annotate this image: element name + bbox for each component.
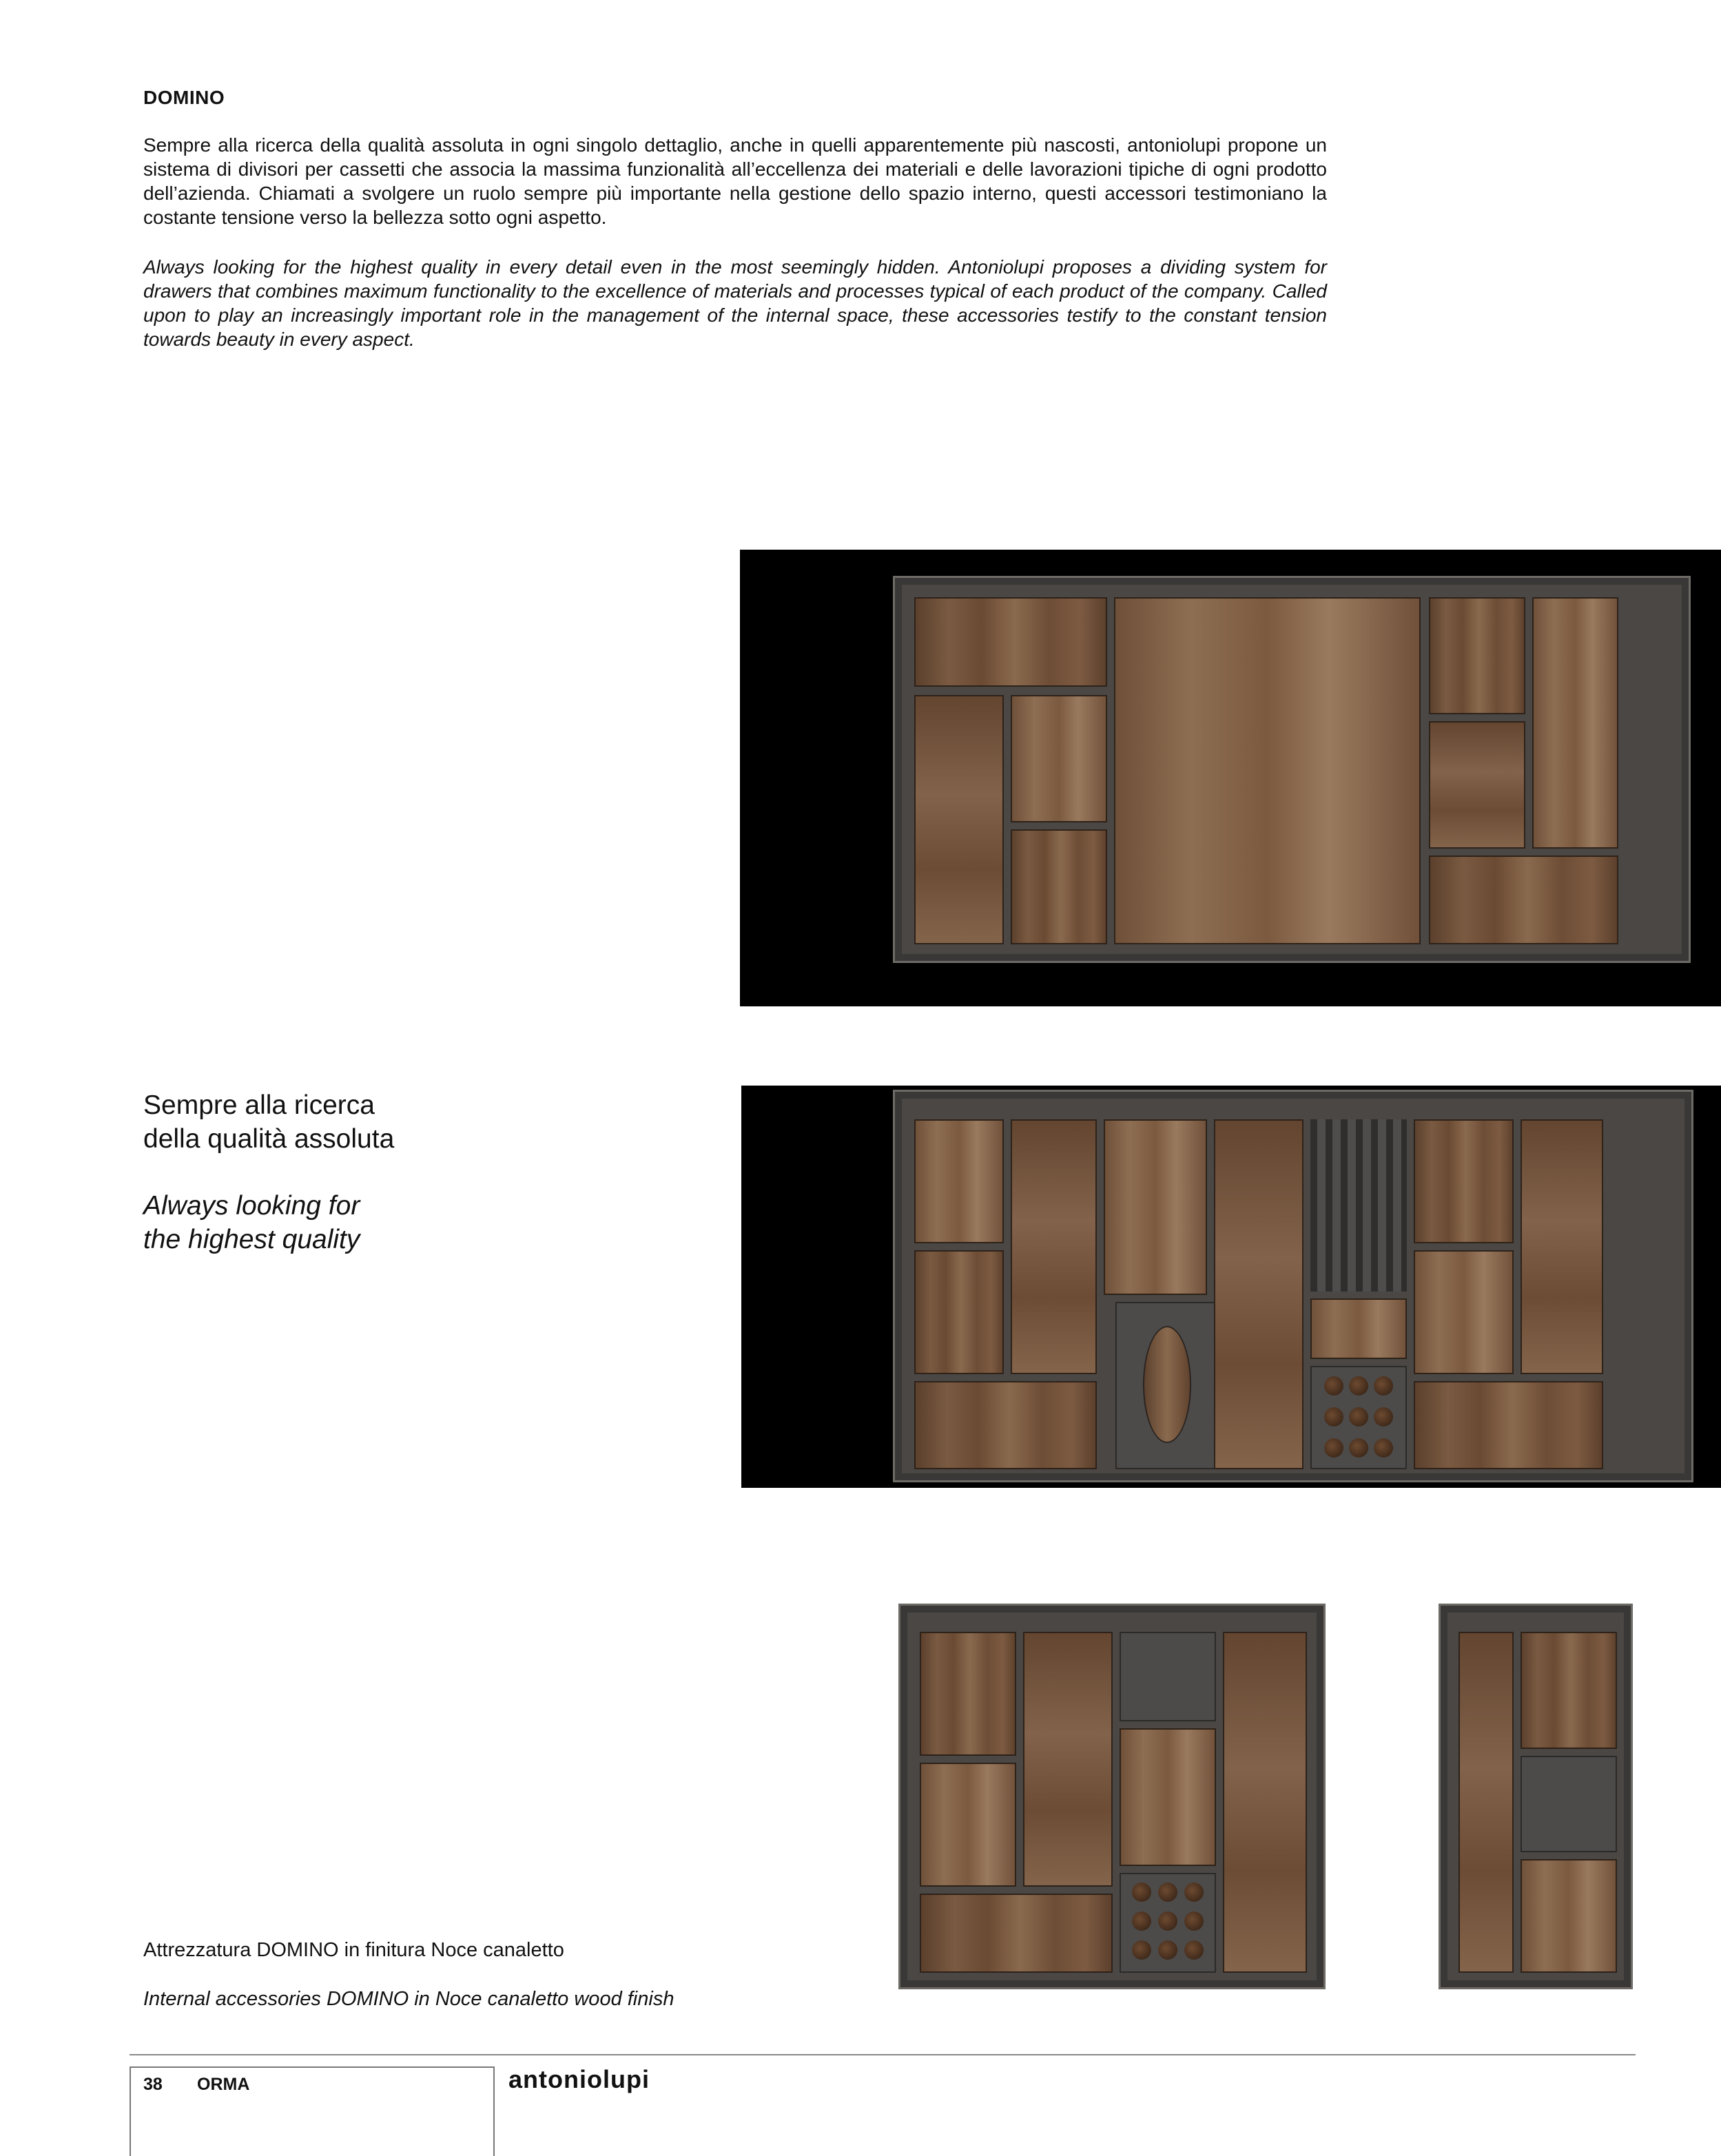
metal-tray [1120, 1632, 1216, 1721]
spice-holder [1310, 1366, 1407, 1469]
page-number: 38 [143, 2075, 163, 2094]
metal-tray [1521, 1756, 1617, 1852]
intro-paragraph-english: Always looking for the highest quality in every detail even in the most seemingly hidden. Antoniolupi proposes a dividing system for drawers that combines maximum functionality to the excellence of materials and processes typical of each product of the company. Called upon to play an increasingly important role in the management of the internal space, these accessories testify to the constant tension towards beauty in every aspect. [143, 256, 1327, 350]
drawer-photo-2 [741, 1086, 1721, 1488]
drawer-tray [893, 1090, 1693, 1482]
section-title: DOMINO [143, 87, 225, 108]
drawer-photo-3 [898, 1604, 1326, 1989]
quote-italian-line-1: Sempre alla ricerca [143, 1090, 375, 1120]
footer-box [130, 2066, 495, 2156]
quote-italian-line-2: della qualità assoluta [143, 1124, 395, 1154]
quote-english-line-1: Always looking for [143, 1191, 360, 1221]
drawer-tray [893, 576, 1691, 963]
knife-holder [1310, 1119, 1407, 1292]
caption-english: Internal accessories DOMINO in Noce canaletto wood finish [143, 1988, 674, 2010]
drawer-photo-4 [1439, 1604, 1633, 1989]
drawer-photo-1 [740, 550, 1721, 1006]
intro-paragraph-italian: Sempre alla ricerca della qualità assoluta in ogni singolo dettaglio, anche in quelli apparentemente più nascosti, antoniolupi propone un sistema di divisori per cassetti che associa la massima funzionalità all’eccellenza dei materiali e delle lavorazioni tipiche di ogni prodotto dell’azienda. Chiamati a svolgere un ruolo sempre più importante nella gestione dello spazio interno, questi accessori testimoniano la costante tensione verso la bellezza sotto ogni aspetto. [143, 134, 1327, 228]
brand-logo: antoniolupi [508, 2065, 650, 2093]
footer-divider [130, 2054, 1636, 2055]
quote-english-line-2: the highest quality [143, 1225, 360, 1254]
spice-holder [1120, 1873, 1216, 1973]
footer-section: ORMA [197, 2075, 250, 2094]
caption-italian: Attrezzatura DOMINO in finitura Noce canaletto [143, 1939, 564, 1961]
